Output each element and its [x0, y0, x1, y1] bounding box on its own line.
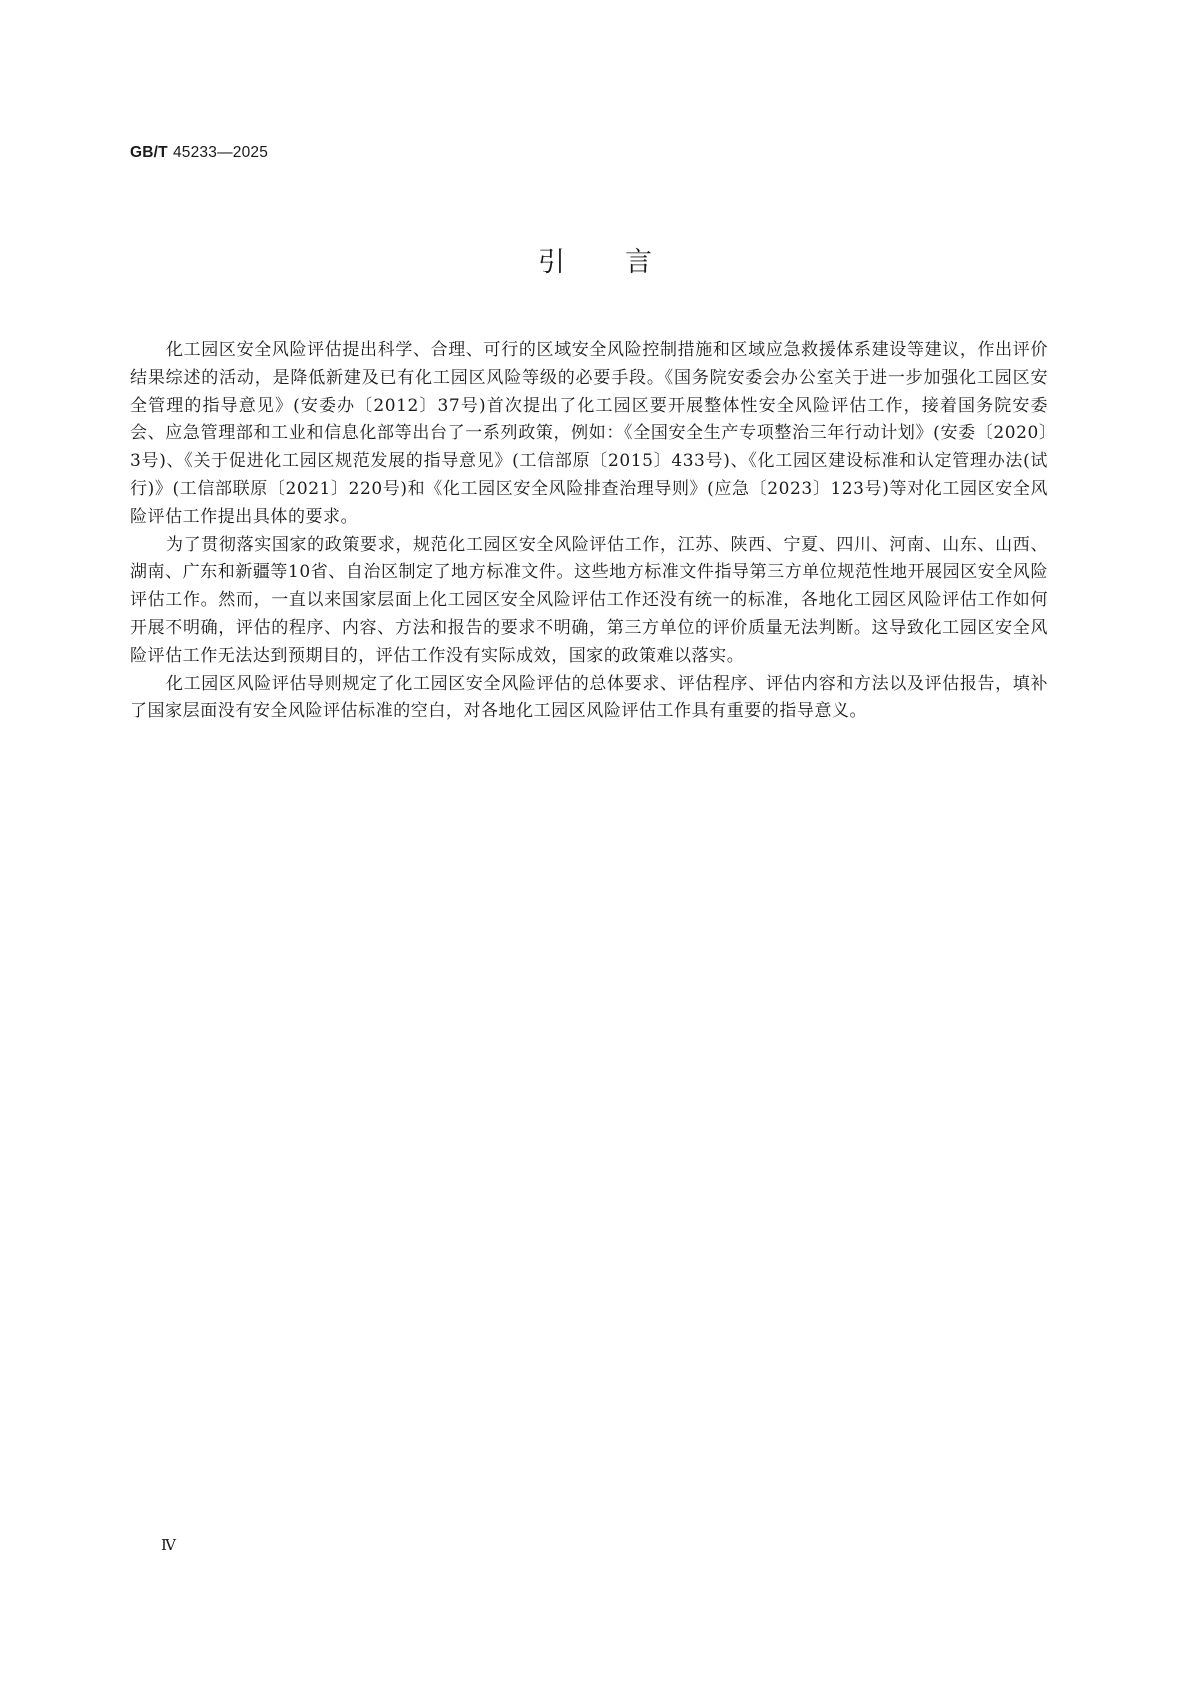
page-number: Ⅳ [161, 1536, 176, 1554]
paragraph-2: 为了贯彻落实国家的政策要求，规范化工园区安全风险评估工作，江苏、陕西、宁夏、四川、河南、山东、山西、湖南、广东和新疆等10省、自治区制定了地方标准文件。这些地方标准文件指导第三方单位规范性地开展园区安全风险评估工作。然而，一直以来国家层面上化工园区安全风险评估工作还没有统一的标准，各地化工园区风险评估工作如何开展不明确，评估的程序、内容、方法和报告的要求不明确，第三方单位的评价质量无法判断。这导致化工园区安全风险评估工作无法达到预期目的，评估工作没有实际成效，国家的政策难以落实。 [130, 534, 1048, 666]
body-text [130, 337, 1048, 726]
paragraph-3: 化工园区风险评估导则规定了化工园区安全风险评估的总体要求、评估程序、评估内容和方法以及评估报告，填补了国家层面没有安全风险评估标准的空白，对各地化工园区风险评估工作具有重要的指导意义。 [130, 673, 1048, 722]
page-title: 引言 [538, 247, 712, 278]
standard-prefix: GB/T [130, 144, 168, 161]
standard-number: 45233—2025 [172, 144, 269, 161]
paragraph-1: 化工园区安全风险评估提出科学、合理、可行的区域安全风险控制措施和区域应急救援体系建设等建议，作出评价结果综述的活动，是降低新建及已有化工园区风险等级的必要手段。《国务院安委会办公室关于进一步加强化工园区安全管理的指导意见》(安委办〔2012〕37号)首次提出了化工园区要开展整体性安全风险评估工作，接着国务院安委会、应急管理部和工业和信息化部等出台了一系列政策，例如：《全国安全生产专项整治三年行动计划》(安委〔2020〕3号)、《关于促进化工园区规范发展的指导意见》(工信部原〔2015〕433号)、《化工园区建设标准和认定管理办法(试行)》(工信部联原〔2021〕220号)和《化工园区安全风险排查治理导则》(应急〔2023〕123号)等对化工园区安全风险评估工作提出具体的要求。 [130, 340, 1048, 527]
standard-code [130, 143, 268, 162]
